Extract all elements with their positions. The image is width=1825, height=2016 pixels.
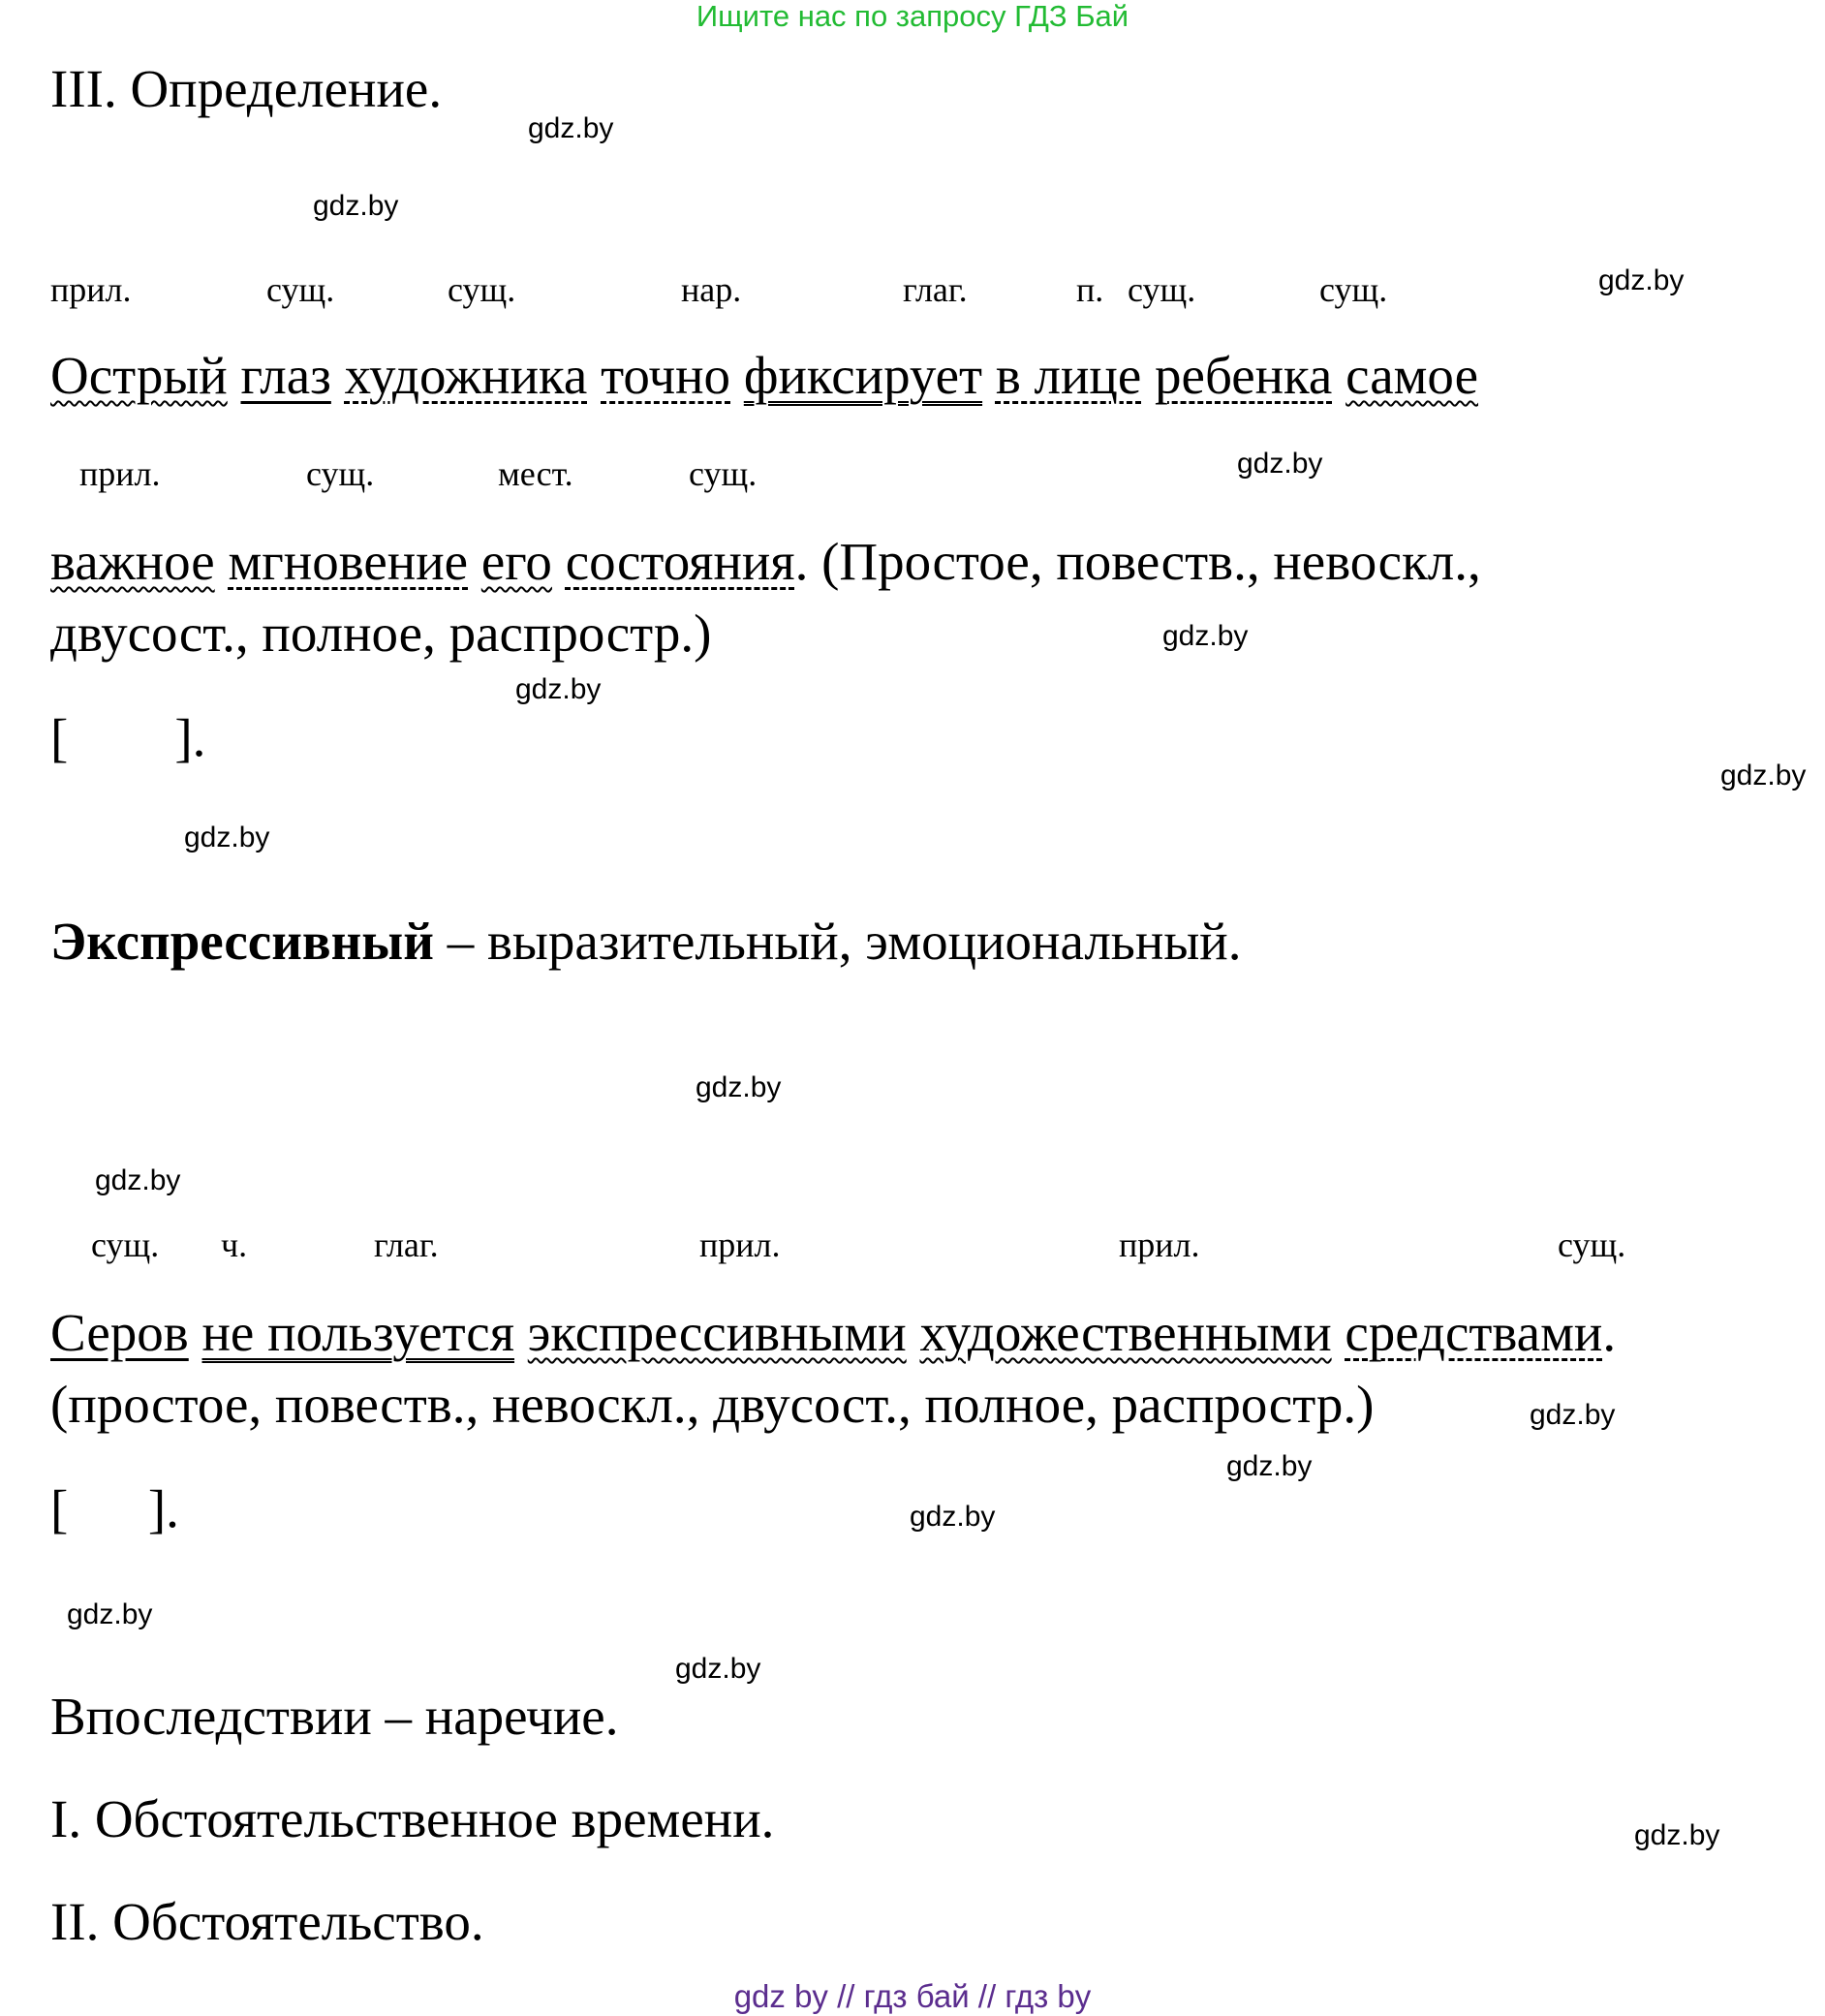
word: мгновение: [228, 532, 469, 591]
pos-label: сущ.: [1558, 1225, 1626, 1264]
pos-label: сущ.: [1128, 270, 1196, 309]
pos-label: прил.: [699, 1225, 781, 1264]
pos-label: прил.: [50, 270, 132, 309]
word: художника: [344, 346, 588, 405]
pos-label: мест.: [498, 454, 573, 493]
watermark: gdz.by: [1162, 620, 1249, 652]
search-banner: Ищите нас по запросу ГДЗ Бай: [696, 0, 1129, 33]
watermark: gdz.by: [910, 1501, 996, 1533]
word: его: [480, 532, 552, 591]
pos-label: п.: [1076, 270, 1104, 309]
definition-term: Экспрессивный: [50, 912, 434, 971]
watermark: gdz.by: [1226, 1450, 1313, 1482]
pos-label: сущ.: [266, 270, 335, 309]
watermark: gdz.by: [184, 822, 270, 853]
section1-heading: III. Определение.: [50, 59, 443, 118]
pos-label: сущ.: [1319, 270, 1388, 309]
watermark: gdz.by: [515, 673, 602, 705]
watermark: gdz.by: [675, 1653, 761, 1685]
word: средствами: [1345, 1303, 1603, 1362]
word: экспрессивными: [527, 1303, 907, 1362]
sentence2-line1: [50, 1302, 1616, 1363]
pos-label: сущ.: [306, 454, 375, 493]
word: не пользуется: [201, 1303, 515, 1362]
watermark: gdz.by: [696, 1071, 782, 1103]
watermark: gdz.by: [95, 1164, 181, 1196]
watermark: gdz.by: [1634, 1819, 1720, 1851]
watermark: gdz.by: [1720, 760, 1807, 791]
watermark: gdz.by: [1598, 264, 1685, 296]
definition-text: – выразительный, эмоциональный.: [433, 912, 1242, 971]
watermark: gdz.by: [1530, 1399, 1616, 1431]
sentence1-line3: двусост., полное, распростр.): [50, 604, 712, 663]
pos-label: прил.: [79, 454, 161, 493]
word: Острый: [50, 346, 228, 405]
pos-label: глаг.: [903, 270, 968, 309]
pos-label: прил.: [1119, 1225, 1200, 1264]
word: ребенка: [1155, 346, 1333, 405]
word-note: I. Обстоятельственное времени.: [50, 1789, 775, 1848]
sentence1-line1: [50, 345, 1478, 406]
pos-label: сущ.: [448, 270, 516, 309]
pos-label: сущ.: [91, 1225, 160, 1264]
word: самое: [1346, 346, 1478, 405]
watermark: gdz.by: [67, 1598, 153, 1630]
sentence-scheme: [ ].: [50, 1479, 179, 1538]
word: фиксирует: [743, 346, 983, 405]
word: в лице: [995, 346, 1142, 405]
sentence-scheme: [ ].: [50, 708, 206, 767]
word: Серов: [50, 1303, 189, 1362]
watermark: gdz.by: [1237, 448, 1323, 480]
word: точно: [601, 346, 731, 405]
pos-label: глаг.: [374, 1225, 439, 1264]
sentence2-line2: (простое, повеств., невоскл., двусост., полное, распростр.): [50, 1375, 1375, 1434]
pos-label: нар.: [681, 270, 742, 309]
word-note: Впоследствии – наречие.: [50, 1687, 619, 1746]
definition: [50, 911, 1241, 972]
sentence-characteristics: . (Простое, повеств., невоскл.,: [794, 532, 1481, 591]
word-note: II. Обстоятельство.: [50, 1892, 484, 1951]
word: важное: [50, 532, 215, 591]
pos-label: сущ.: [689, 454, 758, 493]
pos-label: ч.: [221, 1225, 248, 1264]
word: состояния: [565, 532, 795, 591]
watermark: gdz.by: [313, 190, 399, 222]
footer-links: gdz by // гдз бай // гдз by: [733, 1978, 1092, 2014]
word: глаз: [240, 346, 331, 405]
word: художественными: [919, 1303, 1332, 1362]
sentence1-line2: [50, 531, 1481, 592]
period: .: [1602, 1303, 1617, 1362]
watermark: gdz.by: [528, 112, 614, 144]
